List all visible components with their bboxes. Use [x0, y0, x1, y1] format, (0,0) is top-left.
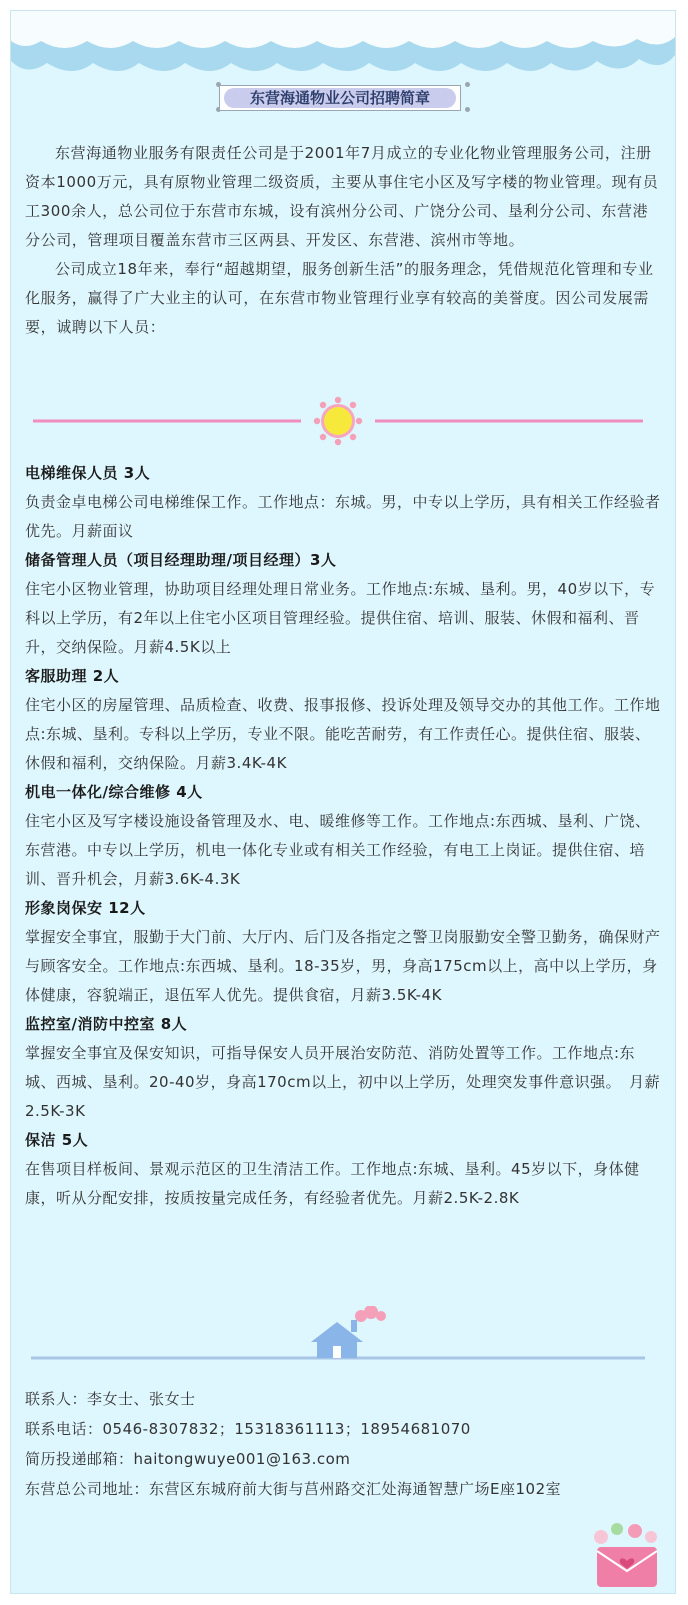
frame-dot-icon — [465, 82, 470, 87]
intro-section — [25, 139, 659, 342]
house-icon — [311, 1306, 386, 1358]
job-description: 掌握安全事宜及保安知识，可指导保安人员开展治安防范、消防处置等工作。工作地点:东城、西城、垦利。20-40岁，身高170cm以上，初中以上学历，处理突发事件意识强。 月薪2.5K-3K — [25, 1044, 661, 1120]
job-item — [25, 778, 661, 894]
contact-phone: 联系电话：0546-8307832；15318361113；18954681070 — [25, 1420, 471, 1438]
title-box — [219, 85, 461, 111]
poster — [10, 10, 676, 1594]
job-title: 电梯维保人员 3人 — [25, 464, 151, 482]
intro-paragraph: 公司成立18年来，奉行“超越期望，服务创新生活”的服务理念，凭借规范化管理和专业化服务，赢得了广大业主的认可，在东营市物业管理行业享有较高的美誉度。因公司发展需要，诚聘以下人员： — [25, 260, 654, 336]
job-item — [25, 662, 661, 778]
job-title: 储备管理人员（项目经理助理/项目经理）3人 — [25, 551, 337, 569]
job-description: 住宅小区的房屋管理、品质检查、收费、报事报修、投诉处理及领导交办的其他工作。工作地点:东城、垦利。专科以上学历，专业不限。能吃苦耐劳，有工作责任心。提供住宿、服装、休假和福利，交纳保险。月薪3.4K-4K — [25, 696, 661, 772]
job-item — [25, 894, 661, 1010]
frame-dot-icon — [465, 107, 470, 112]
job-description: 在售项目样板间、景观示范区的卫生清洁工作。工作地点:东城、垦利。45岁以下，身体健康，听从分配安排，按质按量完成任务，有经验者优先。月薪2.5K-2.8K — [25, 1160, 640, 1207]
contact-person: 联系人：李女士、张女士 — [25, 1390, 196, 1408]
job-item — [25, 1126, 661, 1213]
job-description: 住宅小区物业管理，协助项目经理处理日常业务。工作地点:东城、垦利。男，40岁以下，专科以上学历，有2年以上住宅小区项目管理经验。提供住宿、培训、服装、休假和福利、晋升，交纳保险。月薪4.5K以上 — [25, 580, 656, 656]
cloud-border-icon — [11, 11, 675, 81]
job-title: 机电一体化/综合维修 4人 — [25, 783, 203, 801]
sun-icon — [314, 397, 362, 445]
job-title: 保洁 5人 — [25, 1131, 89, 1149]
house-divider — [11, 1306, 675, 1366]
title-frame — [211, 73, 475, 121]
contact-email: 简历投递邮箱：haitongwuye001@163.com — [25, 1450, 351, 1468]
job-title: 监控室/消防中控室 8人 — [25, 1015, 188, 1033]
intro-paragraph: 东营海通物业服务有限责任公司是于2001年7月成立的专业化物业管理服务公司，注册资本1000万元，具有原物业管理二级资质，主要从事住宅小区及写字楼的物业管理。现有员工300余人，总公司位于东营市东城，设有滨州分公司、广饶分公司、垦利分公司、东营港分公司，管理项目覆盖东营市三区两县、开发区、东营港、滨州市等地。 — [25, 144, 659, 249]
contact-address: 东营总公司地址：东营区东城府前大街与莒州路交汇处海通智慧广场E座102室 — [25, 1480, 562, 1498]
job-description: 掌握安全事宜，服勤于大门前、大厅内、后门及各指定之警卫岗服勤安全警卫勤务，确保财产与顾客安全。工作地点:东西城、垦利。18-35岁，男，身高175cm以上，高中以上学历，身体健康，容貌端正，退伍军人优先。提供食宿，月薪3.5K-4K — [25, 928, 661, 1004]
envelope-icon — [587, 1521, 667, 1589]
job-item — [25, 546, 661, 662]
job-title: 客服助理 2人 — [25, 667, 120, 685]
sun-divider — [11, 396, 675, 446]
job-description: 负责金卓电梯公司电梯维保工作。工作地点：东城。男，中专以上学历，具有相关工作经验者优先。月薪面议 — [25, 493, 661, 540]
job-item — [25, 1010, 661, 1126]
job-title: 形象岗保安 12人 — [25, 899, 146, 917]
contact-section — [25, 1384, 665, 1504]
page-title: 东营海通物业公司招聘简章 — [224, 88, 456, 108]
job-description: 住宅小区及写字楼设施设备管理及水、电、暖维修等工作。工作地点:东西城、垦利、广饶、东营港。中专以上学历，机电一体化专业或有相关工作经验，有电工上岗证。提供住宿、培训、晋升机会，月薪3.6K-4.3K — [25, 812, 651, 888]
job-item — [25, 459, 661, 546]
job-list — [25, 459, 661, 1213]
